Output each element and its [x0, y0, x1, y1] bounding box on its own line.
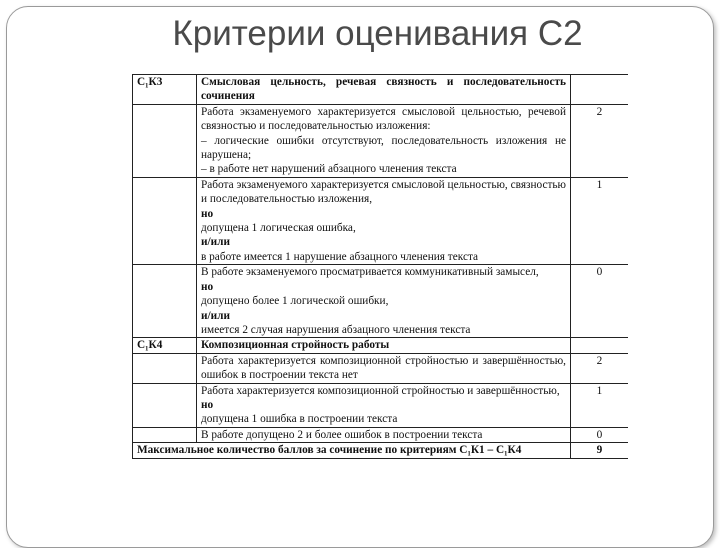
code-cell-empty — [133, 353, 197, 383]
code-cell-empty — [133, 383, 197, 427]
level-text: В работе экзаменуемого просматривается коммуникативный замысел, — [201, 266, 539, 279]
level-text: допущена 1 ошибка в построении текста — [201, 413, 398, 426]
level-score: 1 — [571, 383, 629, 427]
level-text: – логические ошибки отсутствуют, последовательность изложения не нарушена; — [201, 134, 566, 162]
level-score: 0 — [571, 265, 629, 338]
level-score: 1 — [571, 177, 629, 264]
level-text: но — [201, 398, 214, 411]
criterion-row-k4 — [133, 338, 629, 353]
level-description — [197, 353, 571, 383]
level-description — [197, 383, 571, 427]
level-row — [133, 427, 629, 442]
criterion-score-empty — [571, 338, 629, 353]
level-text: допущено более 1 логической ошибки, — [201, 295, 389, 308]
level-row — [133, 177, 629, 264]
code-cell-empty — [133, 104, 197, 177]
level-description — [197, 427, 571, 442]
criterion-heading: Смысловая цельность, речевая связность и последовательность сочинения — [197, 75, 571, 105]
criterion-row-k3 — [133, 75, 629, 105]
level-row — [133, 265, 629, 338]
level-text: Работа характеризуется композиционной стройностью и завершённостью, ошибок в построении текста нет — [201, 354, 566, 382]
total-row — [133, 443, 629, 458]
level-description — [197, 265, 571, 338]
level-row — [133, 104, 629, 177]
total-score: 9 — [571, 443, 629, 458]
level-description — [197, 104, 571, 177]
slide-title: Критерии оценивания С2 — [172, 14, 583, 53]
criterion-code: С₁К4 — [133, 338, 197, 353]
code-cell-empty — [133, 177, 197, 264]
code-cell-empty — [133, 427, 197, 442]
level-score: 0 — [571, 427, 629, 442]
criterion-code: С₁К3 — [133, 75, 197, 105]
criteria-table — [132, 74, 628, 459]
criterion-score-empty — [571, 75, 629, 105]
level-text: В работе допущено 2 и более ошибок в построении текста — [201, 428, 483, 441]
code-cell-empty — [133, 265, 197, 338]
level-row — [133, 383, 629, 427]
level-text: и/или — [201, 236, 231, 249]
level-text: но — [201, 280, 214, 293]
level-description — [197, 177, 571, 264]
level-text: Работа экзаменуемого характеризуется смысловой цельностью, связностью и последовательностью изложения, — [201, 178, 566, 206]
level-text: в работе имеется 1 нарушение абзацного членения текста — [201, 250, 479, 263]
level-row — [133, 353, 629, 383]
level-score: 2 — [571, 104, 629, 177]
level-text: – в работе нет нарушений абзацного членения текста — [201, 163, 457, 176]
level-score: 2 — [571, 353, 629, 383]
level-text: но — [201, 207, 214, 220]
level-text: Работа экзаменуемого характеризуется смысловой цельностью, речевой связностью и последовательностью изложения: — [201, 105, 566, 133]
criterion-heading: Композиционная стройность работы — [197, 338, 571, 353]
level-text: Работа характеризуется композиционной стройностью и завершённостью, — [201, 384, 560, 397]
level-text: имеется 2 случая нарушения абзацного членения текста — [201, 323, 471, 336]
total-label: Максимальное количество баллов за сочинение по критериям С₁К1 – С₁К4 — [133, 443, 571, 458]
level-text: и/или — [201, 309, 231, 322]
level-text: допущена 1 логическая ошибка, — [201, 222, 356, 235]
criteria-table-image — [132, 74, 628, 540]
